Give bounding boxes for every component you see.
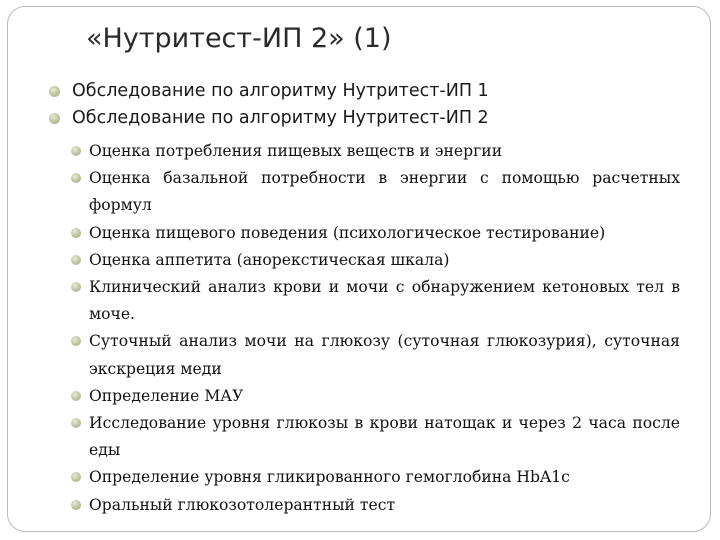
round-bullet-icon <box>49 113 60 124</box>
sub-list-item <box>67 274 680 328</box>
round-bullet-icon <box>49 86 60 97</box>
sub-list-item-text: Суточный анализ мочи на глюкозу (суточная глюкозурия), суточная экскреция меди <box>89 332 680 378</box>
sub-list-item <box>67 220 680 247</box>
slide-title: «Нутритест-ИП 2» (1) <box>86 23 392 54</box>
sub-list-item <box>67 383 680 410</box>
sub-list-item <box>67 464 680 491</box>
sub-bullet-list <box>67 138 680 519</box>
round-bullet-icon <box>71 336 81 346</box>
sub-list-item <box>67 328 680 382</box>
sub-list-item <box>67 138 680 165</box>
sub-list-item-text: Исследование уровня глюкозы в крови натощак и через 2 часа после еды <box>89 414 680 460</box>
round-bullet-icon <box>71 146 81 156</box>
round-bullet-icon <box>71 418 81 428</box>
slide-frame <box>7 6 711 532</box>
round-bullet-icon <box>71 282 81 292</box>
list-item-text: Обследование по алгоритму Нутритест-ИП 1 <box>72 81 489 101</box>
round-bullet-icon <box>71 500 81 510</box>
list-item <box>49 105 689 132</box>
main-bullet-list <box>49 78 689 132</box>
round-bullet-icon <box>71 472 81 482</box>
sub-list-item <box>67 247 680 274</box>
sub-list-item <box>67 410 680 464</box>
sub-list-item-text: Определение уровня гликированного гемоглобина HbA1c <box>89 468 570 487</box>
sub-list-item <box>67 492 680 519</box>
list-item <box>49 78 689 105</box>
sub-list-item-text: Оценка аппетита (анорекстическая шкала) <box>89 250 450 269</box>
round-bullet-icon <box>71 391 81 401</box>
sub-list-item-text: Оценка потребления пищевых веществ и энергии <box>89 142 503 160</box>
sub-list-item-text: Оценка пищевого поведения (психологическое тестирование) <box>89 223 606 242</box>
round-bullet-icon <box>71 173 81 183</box>
round-bullet-icon <box>71 255 81 265</box>
sub-list-item-text: Оральный глюкозотолерантный тест <box>89 495 396 514</box>
sub-list-item-text: Оценка базальной потребности в энергии с помощью расчетных формул <box>89 169 680 215</box>
list-item-text: Обследование по алгоритму Нутритест-ИП 2 <box>72 108 489 128</box>
sub-list-item <box>67 165 680 219</box>
round-bullet-icon <box>71 228 81 238</box>
sub-list-item-text: Клинический анализ крови и мочи с обнаружением кетоновых тел в моче. <box>89 278 680 324</box>
sub-list-item-text: Определение МАУ <box>89 386 244 405</box>
